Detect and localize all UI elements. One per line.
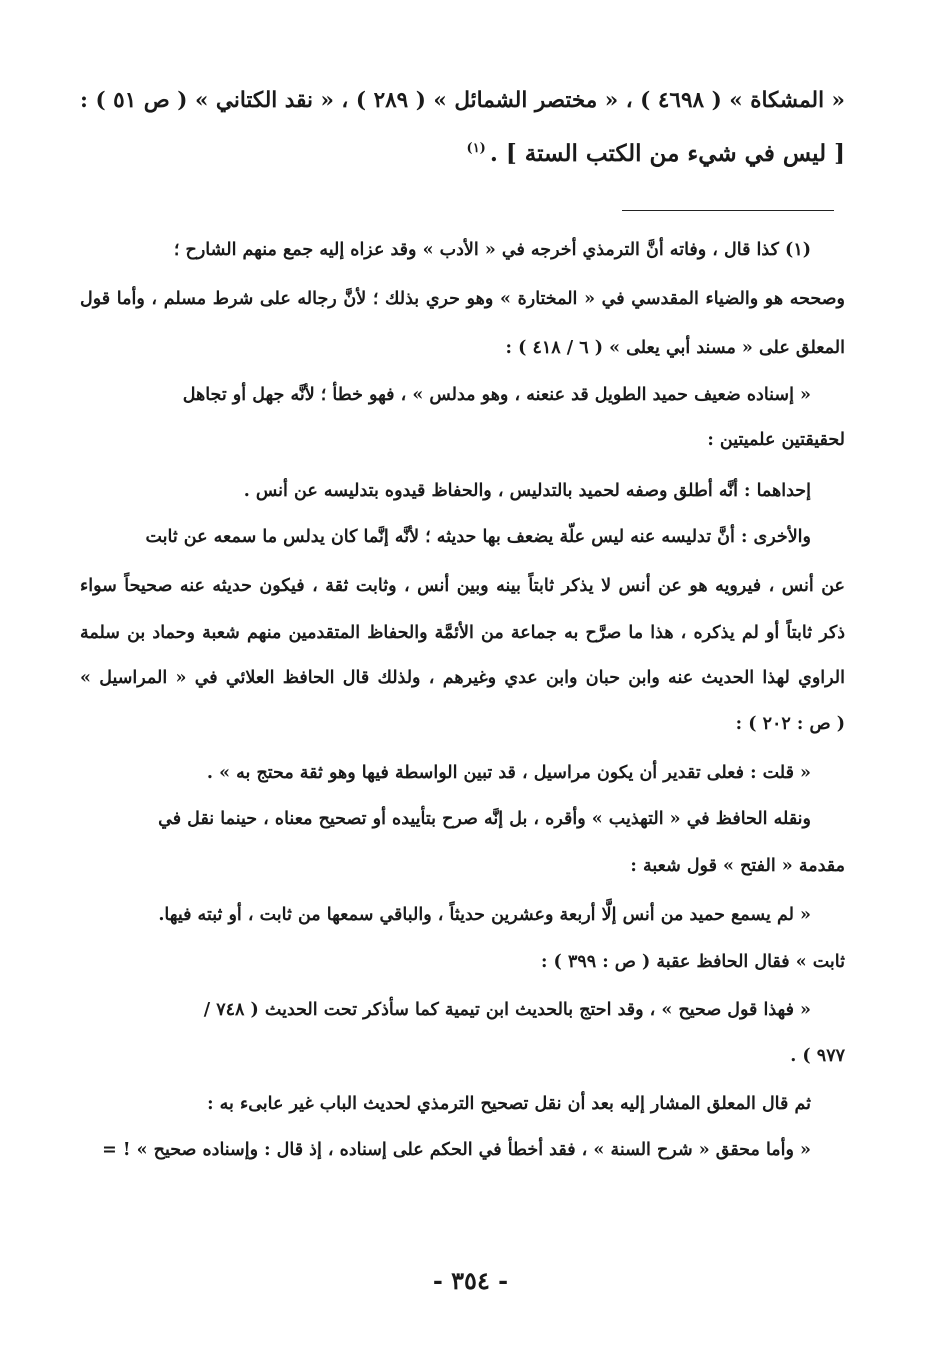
main-text-line-1: « المشكاة » ( ٤٦٩٨ ) ، « مختصر الشمائل » ( ٢٨٩ ) ، « نقد الكتاني » ( ص ٥١ ) : (80, 88, 845, 113)
footnote-line: ثابت » فقال الحافظ عقبة ( ص : ٣٩٩ ) : (541, 952, 845, 972)
footnote-line: « لم يسمع حميد من أنس إلَّا أربعة وعشرين حديثاً ، والباقي سمعها من ثابت ، أو ثبته فيها. (158, 905, 811, 925)
footnote-line: الراوي لهذا الحديث عنه وابن حبان وابن عدي وغيرهم ، ولذلك قال الحافظ العلائي في « المراسيل » (80, 668, 845, 688)
footnote-reference: (١) (466, 141, 486, 157)
footnote-line: عن أنس ، فيرويه هو عن أنس لا يذكر ثابتاً بينه وبين أنس ، وثابت ثقة ، فيكون حديثه عنه صحيحاً سواء (80, 576, 845, 596)
footnote-line: ذكر ثابتاً أو لم يذكره ، هذا ما صرَّح به جماعة من الأئمَّة والحفاظ المتقدمين منهم شعبة وحماد بن سلمة (80, 623, 845, 643)
footnote-line: ونقله الحافظ في « التهذيب » وأقره ، بل إنَّه صرح بتأييده أو تصحيح معناه ، حينما نقل في (158, 809, 811, 829)
footnote-line: مقدمة « الفتح » قول شعبة : (630, 856, 845, 876)
footnote-line: المعلق على « مسند أبي يعلى » ( ٦ / ٤١٨ ) : (505, 338, 845, 358)
footnote-line: (١) كذا قال ، وفاته أنَّ الترمذي أخرجه في « الأدب » وقد عزاه إليه جمع منهم الشارح ؛ (173, 240, 811, 260)
footnote-line: ٩٧٧ ) . (790, 1046, 845, 1066)
footnote-line: « وأما محقق « شرح السنة » ، فقد أخطأ في الحكم على إسناده ، إذ قال : وإسناده صحيح » ! = (102, 1140, 811, 1160)
footnote-line: ثم قال المعلق المشار إليه بعد أن نقل تصحيح الترمذي لحديث الباب غير عابىء به : (207, 1094, 811, 1114)
footnote-line: ( ص : ٢٠٢ ) : (735, 714, 845, 734)
footnote-line: والأخرى : أنَّ تدليسه عنه ليس علّة يضعف بها حديثه ؛ لأنَّه إنَّما كان يدلس ما سمعه عن ثابت (145, 527, 811, 547)
main-text-line-2 (467, 140, 845, 167)
footnote-line: إحداهما : أنَّه أطلق وصفه لحميد بالتدليس ، والحفاظ قيدوه بتدليسه عن أنس . (243, 481, 811, 501)
footnote-line: لحقيقتين علميتين : (707, 430, 845, 450)
page-number: - ٣٥٤ - (432, 1266, 509, 1295)
footnote-line: « إسناده ضعيف حميد الطويل قد عنعنه ، وهو مدلس » ، فهو خطأ ؛ لأنَّه جهل أو تجاهل (182, 385, 811, 405)
footnote-line: « فهذا قول صحيح » ، وقد احتج بالحديث ابن تيمية كما سأذكر تحت الحديث ( ٧٤٨ / (203, 1000, 811, 1020)
footnote-line: وصححه هو والضياء المقدسي في « المختارة » وهو حري بذلك ؛ لأنَّ رجاله على شرط مسلم ، وأما قول (80, 289, 845, 309)
footnote-separator (622, 210, 834, 211)
footnote-line: « قلت : فعلى تقدير أن يكون مراسيل ، قد تبين الواسطة فيها وهو ثقة محتج به » . (206, 763, 811, 783)
main-text-line-2-text: [ ليس في شيء من الكتب الستة ] . (489, 140, 845, 167)
